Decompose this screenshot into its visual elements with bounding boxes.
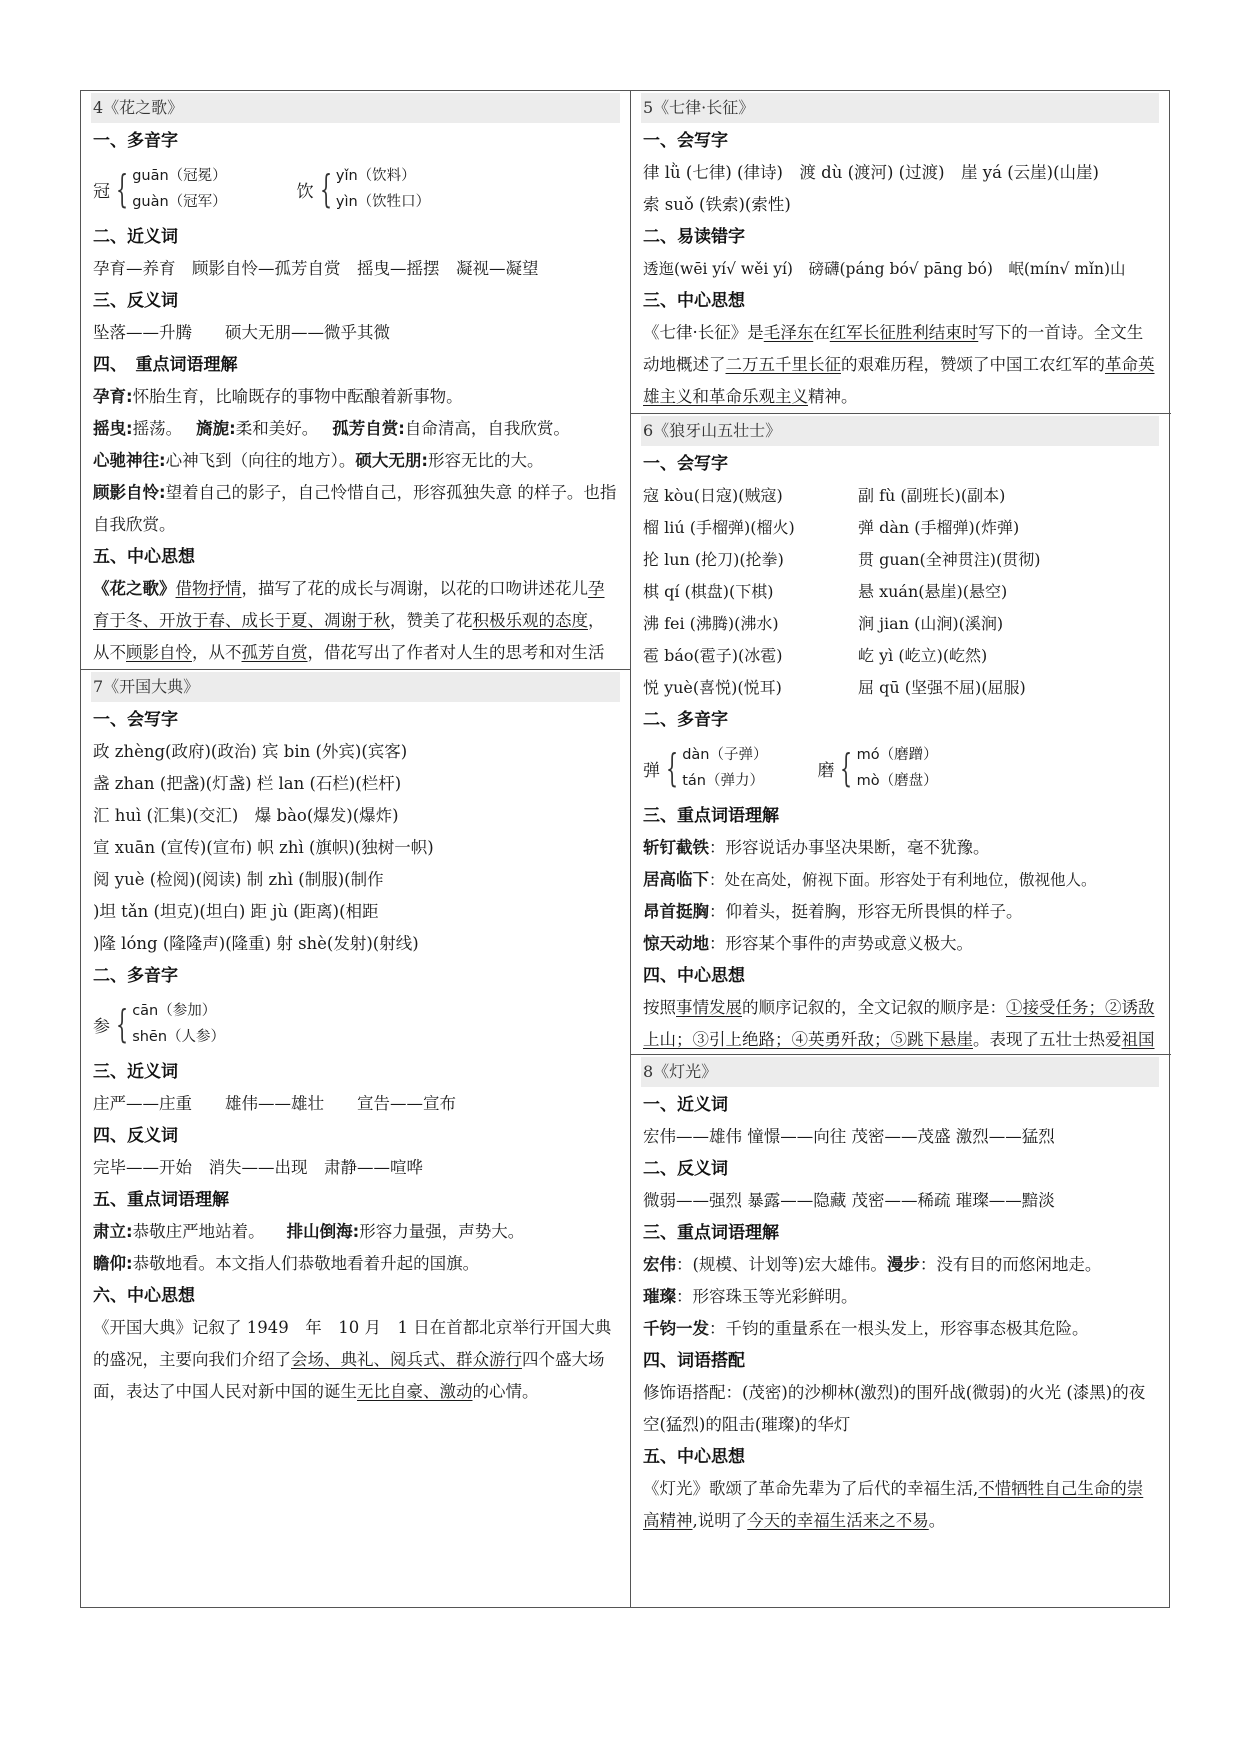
notes-sheet — [80, 90, 1170, 1608]
word-item: 抡 lun (抡刀)(抡拳) — [643, 550, 784, 569]
lesson-title: 6《狼牙山五壮士》 — [641, 416, 1159, 446]
term: 居高临下 — [643, 870, 709, 889]
lesson-5-cell — [631, 91, 1169, 413]
definition: ：处在高处，俯视下面。形容处于有利地位，傲视他人。 — [709, 871, 1097, 889]
lesson-title: 5《七律·长征》 — [641, 93, 1159, 123]
section-heading: 五、重点词语理解 — [93, 1190, 229, 1210]
brace-icon: { — [116, 1002, 129, 1046]
term: 顾影自怜: — [93, 483, 166, 502]
central-idea-text: 《开国大典》记叙了 1949 年 10 月 1 日在首都北京举行开国大典的盛况，主要向我们介绍了 — [93, 1318, 612, 1369]
definition: 形容力量强，声势大。 — [359, 1222, 525, 1241]
word-line: )隆 lóng (隆隆声)(隆重) 射 shè(发射)(射线) — [93, 934, 419, 953]
definition: ：形容某个事件的声势或意义极大。 — [709, 934, 973, 953]
reading: cān（参加） — [132, 1003, 217, 1019]
definition: 形容无比的大。 — [427, 451, 544, 470]
definition-line — [643, 1313, 1159, 1345]
reading: yìn（饮牲口） — [335, 194, 431, 210]
polyphone-group — [93, 163, 227, 215]
section-heading: 四、词语搭配 — [643, 1351, 745, 1371]
section-heading: 二、反义词 — [643, 1159, 728, 1179]
central-idea — [93, 1312, 620, 1408]
central-idea-underlined: 祖国 — [1121, 1030, 1155, 1049]
misread-line: 透迤(wēi yí√ wěi yí) 磅礴(páng bó√ pāng bó) 岷(mín√ mǐn)山 — [643, 260, 1126, 278]
definition: 恭敬庄严地站着。 — [132, 1222, 265, 1241]
lesson-4-cell — [81, 91, 630, 669]
reading: yǐn（饮料） — [335, 168, 416, 184]
polyphone-block — [643, 736, 1159, 800]
central-idea-underlined: ①接受任务；②诱敌上山；③引上绝路；④英勇歼敌；⑤跳下悬崖 — [643, 998, 1155, 1049]
central-idea-text: 。 — [928, 1511, 946, 1530]
word-line: 律 lǜ (七律) (律诗) 渡 dù (渡河) (过渡) 崖 yá (云崖)(山崖) — [643, 163, 1099, 182]
definition: 怀胎生育，比喻既存的事物中酝酿着新事物。 — [132, 387, 463, 406]
synonyms: 孕育—养育 顾影自怜—孤芳自赏 摇曳—摇摆 凝视—凝望 — [93, 259, 539, 278]
central-idea-text: 精神。 — [808, 387, 858, 406]
definition-line — [643, 928, 1159, 960]
word-item: 悦 yuè(喜悦)(悦耳) — [643, 678, 782, 697]
word-line: )坦 tǎn (坦克)(坦白) 距 jù (距离)(相距 — [93, 902, 379, 921]
section-heading: 一、多音字 — [93, 131, 178, 151]
central-idea-underlined: 红军长征胜利结束时 — [829, 323, 979, 342]
central-idea-text: 《花之歌》 — [93, 579, 176, 598]
word-item: 榴 liú (手榴弹)(榴火) — [643, 518, 795, 537]
term: 排山倒海: — [286, 1222, 360, 1241]
lesson-8-cell — [631, 1055, 1169, 1608]
term: 肃立: — [93, 1222, 133, 1241]
section-heading: 二、近义词 — [93, 227, 178, 247]
definition-line — [643, 896, 1159, 928]
central-idea-text: ，从不 — [93, 611, 605, 662]
antonyms: 微弱——强烈 暴露——隐藏 茂密——稀疏 璀璨——黯淡 — [643, 1191, 1055, 1210]
reading: guàn（冠军） — [132, 194, 227, 210]
section-heading: 一、会写字 — [643, 454, 728, 474]
term: 惊天动地 — [643, 934, 709, 953]
section-heading: 三、重点词语理解 — [643, 1223, 779, 1243]
word-line: 汇 huì (汇集)(交汇) 爆 bào(爆发)(爆炸) — [93, 806, 399, 825]
term: 千钧一发 — [643, 1319, 709, 1338]
central-idea-text: 的顺序记叙的，全文记叙的顺序是： — [742, 998, 1006, 1017]
word-line: 盏 zhan (把盏)(灯盏) 栏 lan (石栏)(栏杆) — [93, 774, 402, 793]
term: 旖旎: — [196, 419, 236, 438]
definition-line — [93, 413, 620, 445]
polyphone-block — [93, 157, 620, 221]
central-idea-underlined: 事情发展 — [676, 998, 742, 1017]
polyphone-char: 饮 — [296, 181, 314, 202]
lesson-title: 4《花之歌》 — [91, 93, 620, 123]
term: 硕大无朋: — [355, 451, 428, 470]
polyphone-char: 弹 — [643, 760, 660, 781]
definition-line — [93, 1216, 620, 1248]
central-idea-text: 在 — [813, 323, 830, 342]
section-heading: 三、反义词 — [93, 291, 178, 311]
definition: 望着自己的影子，自己怜惜自己，形容孤独失意 的样子。也指自我欣赏。 — [93, 483, 617, 534]
definition-line — [643, 1249, 1159, 1281]
definition: 摇荡。 — [132, 419, 183, 438]
polyphone-char: 磨 — [817, 760, 835, 781]
central-idea — [93, 573, 620, 669]
polyphone-char: 参 — [93, 1016, 110, 1037]
reading: tán（弹力） — [682, 773, 764, 789]
central-idea-underlined: 借物抒情 — [175, 579, 242, 598]
definition-line — [93, 477, 620, 541]
definition: ：没有目的而悠闲地走。 — [919, 1255, 1102, 1274]
definition-line — [93, 445, 620, 477]
reading: mò（磨盘） — [856, 773, 938, 789]
central-idea-underlined: 顾影自怜 — [126, 643, 192, 662]
definition-line — [643, 832, 1159, 864]
central-idea-text: 写下的一首诗。全文生动地概述了 — [643, 323, 1144, 374]
central-idea-text: ，描写了花的成长与凋谢，以花的口吻讲述花儿 — [241, 579, 588, 598]
central-idea-underlined: 不惜牺牲自己生命的崇高精神 — [643, 1479, 1144, 1530]
central-idea-underlined: 革命英雄主义和革命乐观主义 — [643, 355, 1155, 406]
term: 宏伟 — [643, 1255, 676, 1274]
lesson-6-cell — [631, 414, 1169, 1054]
reading: shēn（人参） — [132, 1029, 226, 1045]
brace-icon: { — [116, 167, 129, 211]
antonyms: 坠落——升腾 硕大无朋——微乎其微 — [93, 323, 390, 342]
central-idea-underlined: 会场、典礼、阅兵式、群众游行 — [291, 1350, 522, 1369]
section-heading: 一、会写字 — [93, 710, 178, 730]
word-item: 雹 báo(雹子)(冰雹) — [643, 646, 783, 665]
definition: ：形容珠玉等光彩鲜明。 — [676, 1287, 858, 1306]
definition-line — [93, 381, 620, 413]
term: 孤芳自赏: — [332, 419, 405, 438]
definition: ：(规模、计划等)宏大雄伟。 — [676, 1255, 887, 1274]
word-item: 弹 dàn (手榴弹)(炸弹) — [858, 518, 1020, 537]
word-item: 悬 xuán(悬崖)(悬空) — [858, 582, 1008, 601]
central-idea-underlined: 毛泽东 — [763, 323, 814, 342]
central-idea-text: 的心情。 — [472, 1382, 539, 1401]
collocation: 修饰语搭配：(茂密)的沙柳林(激烈)的围歼战(微弱)的火光 (漆黑)的夜空(猛烈)的阻击(璀璨)的华灯 — [643, 1383, 1146, 1434]
word-item: 棋 qí (棋盘)(下棋) — [643, 582, 774, 601]
term: 摇曳: — [93, 419, 133, 438]
section-heading: 四、 重点词语理解 — [93, 355, 238, 375]
section-heading: 一、近义词 — [643, 1095, 728, 1115]
section-heading: 四、反义词 — [93, 1126, 178, 1146]
central-idea-text: 四个盛大场面，表达了中国人民对新中国的诞生 — [93, 1350, 605, 1401]
central-idea — [643, 992, 1159, 1054]
section-heading: 三、近义词 — [93, 1062, 178, 1082]
central-idea — [643, 1473, 1159, 1537]
term: 斩钉截铁 — [643, 838, 709, 857]
definition: 心神飞到（向往的地方）。 — [165, 451, 356, 470]
definition: 自命清高，自我欣赏。 — [404, 419, 570, 438]
definition-line — [643, 864, 1159, 896]
reading: dàn（子弹） — [682, 747, 768, 763]
section-heading: 一、会写字 — [643, 131, 728, 151]
polyphone-group — [297, 163, 431, 215]
definition: ：形容说话办事坚决果断，毫不犹豫。 — [709, 838, 990, 857]
word-item: 涧 jian (山涧)(溪涧) — [858, 614, 1004, 633]
central-idea-underlined: 积极乐观的态度 — [472, 611, 588, 630]
central-idea-text: ,说明了 — [692, 1511, 748, 1530]
section-heading: 五、中心思想 — [643, 1447, 745, 1467]
synonyms: 庄严——庄重 雄伟——雄壮 宣告——宣布 — [93, 1094, 456, 1113]
term: 心驰神往: — [93, 451, 166, 470]
term: 漫步 — [886, 1255, 920, 1274]
section-heading: 三、中心思想 — [643, 291, 745, 311]
word-line: 宣 xuān (宣传)(宣布) 帜 zhì (旗帜)(独树一帜) — [93, 838, 434, 857]
central-idea-text: 按照 — [643, 998, 676, 1017]
word-line: 政 zhèng(政府)(政治) 宾 bin (外宾)(宾客) — [93, 742, 408, 761]
brace-icon: { — [666, 746, 679, 790]
section-heading: 五、中心思想 — [93, 547, 195, 567]
term: 瞻仰: — [93, 1254, 133, 1273]
definition: ：仰着头，挺着胸，形容无所畏惧的样子。 — [709, 902, 1023, 921]
word-line: 索 suǒ (铁索)(索性) — [643, 195, 791, 214]
central-idea-underlined: 孤芳自赏 — [241, 643, 308, 662]
central-idea-text: ，赞美了花 — [390, 611, 473, 630]
polyphone-char: 冠 — [93, 181, 110, 202]
section-heading: 二、易读错字 — [643, 227, 745, 247]
brace-icon: { — [840, 746, 853, 790]
definition: 恭敬地看。本文指人们恭敬地看着升起的国旗。 — [132, 1254, 480, 1273]
central-idea-underlined: 二万五千里长征 — [725, 355, 841, 374]
section-heading: 六、中心思想 — [93, 1286, 195, 1306]
term: 璀璨 — [643, 1287, 676, 1306]
word-item: 屹 yì (屹立)(屹然) — [858, 646, 988, 665]
definition-line — [643, 1281, 1159, 1313]
word-item: 贯 guan(全神贯注)(贯彻) — [858, 550, 1041, 569]
word-item: 屈 qū (坚强不屈)(屈服) — [858, 678, 1026, 697]
term: 孕育: — [93, 387, 133, 406]
central-idea-underlined: 今天的幸福生活来之不易 — [747, 1511, 929, 1530]
word-item: 寇 kòu(日寇)(贼寇) — [643, 486, 783, 505]
section-heading: 四、中心思想 — [643, 966, 745, 986]
central-idea-underlined: 无比自豪、激动 — [357, 1382, 473, 1401]
definition: 柔和美好。 — [235, 419, 319, 438]
word-item: 副 fù (副班长)(副本) — [858, 486, 1006, 505]
central-idea-text: 的艰难历程，赞颂了中国工农红军的 — [841, 355, 1105, 374]
term: 昂首挺胸 — [643, 902, 709, 921]
central-idea — [643, 317, 1159, 413]
polyphone-group — [817, 742, 937, 794]
section-heading: 二、多音字 — [93, 966, 178, 986]
polyphone-block — [93, 992, 620, 1056]
section-heading: 二、多音字 — [643, 710, 728, 730]
central-idea-underlined: 孕育于冬、开放于春、成长于夏、凋谢于秋 — [93, 579, 605, 630]
central-idea-text: ，从不 — [192, 643, 242, 662]
word-line: 阅 yuè (检阅)(阅读) 制 zhì (制服)(制作 — [93, 870, 384, 889]
lesson-title: 7《开国大典》 — [91, 672, 620, 702]
definition: ：千钧的重量系在一根头发上，形容事态极其危险。 — [709, 1319, 1089, 1338]
central-idea-text: 。表现了五壮士热爱 — [973, 1030, 1122, 1049]
lesson-title: 8《灯光》 — [641, 1057, 1159, 1087]
central-idea-text: 《灯光》歌颂了革命先辈为了后代的幸福生活, — [643, 1479, 979, 1498]
polyphone-group — [643, 742, 767, 794]
central-idea-text: 《七律·长征》是 — [643, 323, 764, 342]
polyphone-group — [93, 998, 225, 1050]
word-item: 沸 fei (沸腾)(沸水) — [643, 614, 779, 633]
reading: guān（冠冕） — [132, 168, 227, 184]
central-idea-text: ，借花写出了作者对人生的思考和对生活 — [307, 643, 605, 662]
reading: mó（磨蹭） — [856, 747, 938, 763]
brace-icon: { — [319, 167, 332, 211]
section-heading: 三、重点词语理解 — [643, 806, 779, 826]
definition-line — [93, 1248, 620, 1280]
antonyms: 完毕——开始 消失——出现 肃静——喧哗 — [93, 1158, 423, 1177]
synonyms: 宏伟——雄伟 憧憬——向往 茂密——茂盛 激烈——猛烈 — [643, 1127, 1055, 1146]
word-grid — [643, 480, 1159, 704]
lesson-7-cell — [81, 670, 630, 1608]
